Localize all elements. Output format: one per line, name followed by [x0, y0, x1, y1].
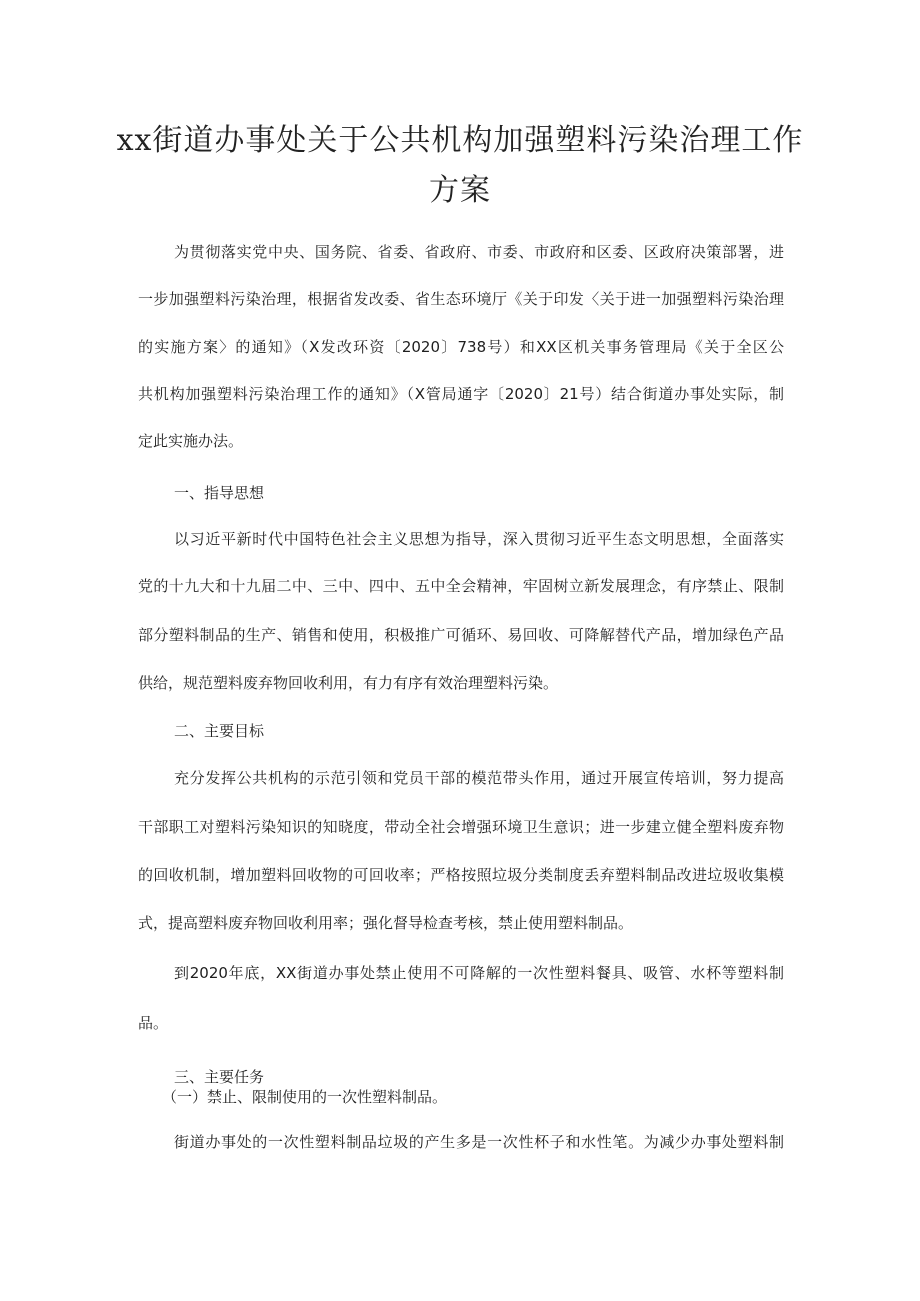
- section-3-subheading: （一）禁止、限制使用的一次性塑料制品。: [162, 1088, 448, 1106]
- intro-line: 的实施方案〉的通知》（X发改环资〔2020〕738号）和XX区机关事务管理局《关于全区公: [138, 338, 784, 356]
- section-2-line: 充分发挥公共机构的示范引领和党员干部的模范带头作用，通过开展宣传培训，努力提高: [174, 769, 784, 787]
- section-2-para-2-line: 品。: [138, 1014, 169, 1032]
- section-1-line: 供给，规范塑料废弃物回收利用，有力有序有效治理塑料污染。: [138, 674, 559, 692]
- section-2-heading: 二、主要目标: [174, 722, 265, 740]
- section-2-para-2-line: 到2020年底，XX街道办事处禁止使用不可降解的一次性塑料餐具、吸管、水杯等塑料制: [174, 964, 784, 982]
- section-3-heading: 三、主要任务: [174, 1068, 265, 1086]
- section-1-heading: 一、指导思想: [174, 484, 265, 502]
- section-2-line: 的回收机制，增加塑料回收物的可回收率；严格按照垃圾分类制度丢弃塑料制品改进垃圾收集模: [138, 866, 784, 884]
- intro-line: 定此实施办法。: [138, 432, 244, 450]
- intro-line: 共机构加强塑料污染治理工作的通知》（X管局通字〔2020〕21号）结合街道办事处实际，制: [138, 385, 784, 403]
- section-3-line: 街道办事处的一次性塑料制品垃圾的产生多是一次性杯子和水性笔。为减少办事处塑料制: [174, 1133, 784, 1151]
- intro-line: 为贯彻落实党中央、国务院、省委、省政府、市委、市政府和区委、区政府决策部署，进: [174, 243, 784, 261]
- section-1-line: 党的十九大和十九届二中、三中、四中、五中全会精神，牢固树立新发展理念，有序禁止、限制: [138, 577, 784, 595]
- document-title-line-1: xx街道办事处关于公共机构加强塑料污染治理工作: [116, 123, 804, 158]
- intro-line: 一步加强塑料污染治理，根据省发改委、省生态环境厅《关于印发〈关于进一加强塑料污染治理: [138, 290, 784, 308]
- section-1-line: 部分塑料制品的生产、销售和使用，积极推广可循环、易回收、可降解替代产品，增加绿色产品: [138, 626, 784, 644]
- document-title-line-2: 方案: [429, 173, 491, 208]
- section-2-line: 式，提高塑料废弃物回收利用率；强化督导检查考核，禁止使用塑料制品。: [138, 914, 634, 932]
- section-1-line: 以习近平新时代中国特色社会主义思想为指导，深入贯彻习近平生态文明思想，全面落实: [174, 530, 784, 548]
- section-2-line: 干部职工对塑料污染知识的知晓度，带动全社会增强环境卫生意识；进一步建立健全塑料废弃物: [138, 818, 784, 836]
